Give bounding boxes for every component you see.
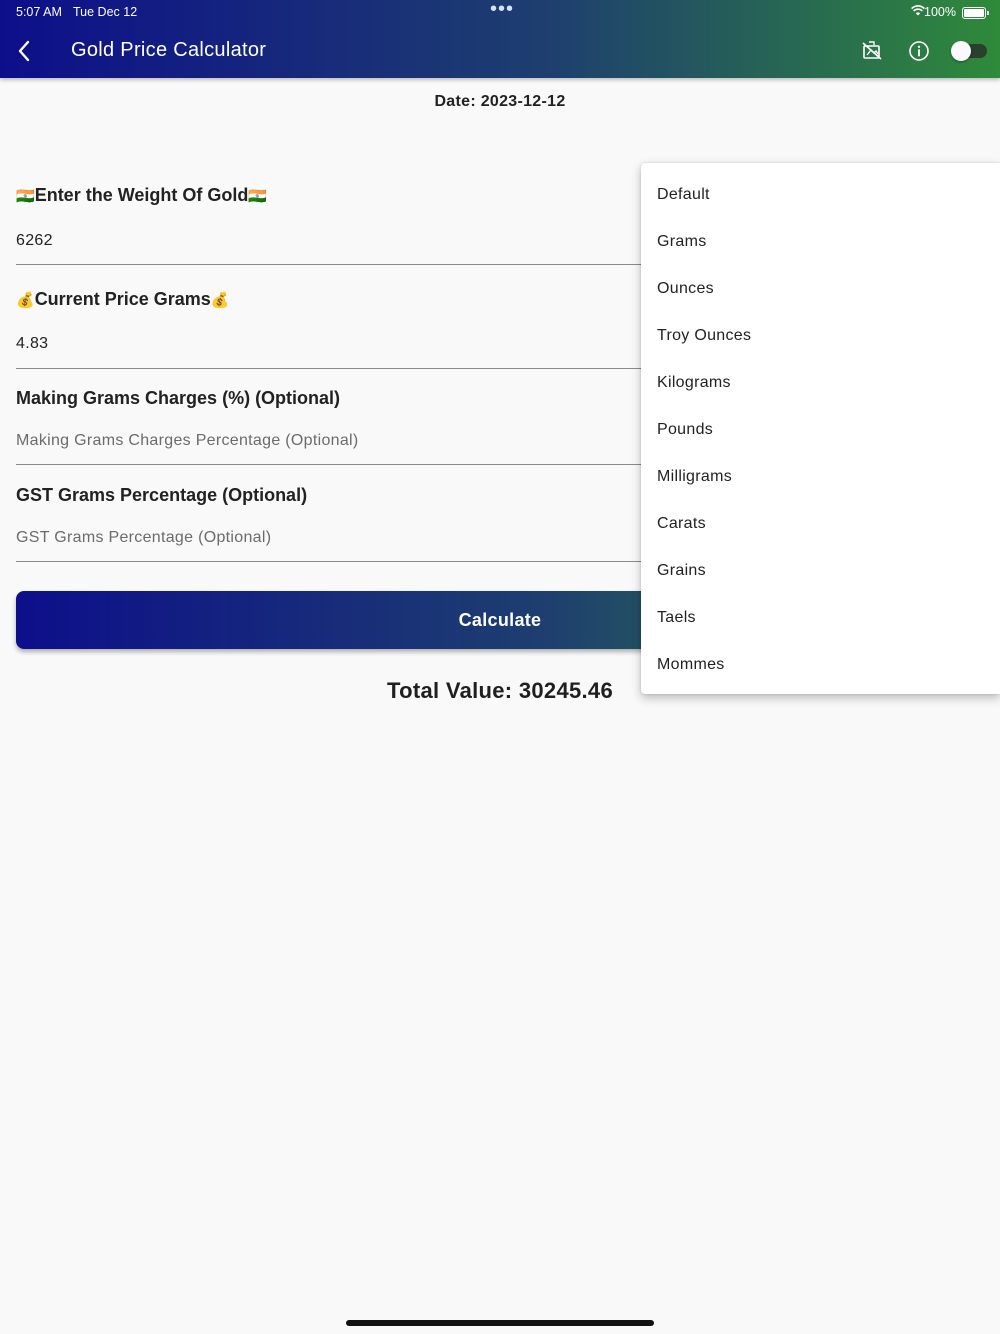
multitasking-dots-icon[interactable]: ••• [490,0,515,20]
india-flag-icon: 🇮🇳 [16,187,35,205]
wifi-icon [911,5,925,19]
share-image-icon [861,41,883,61]
battery-icon [962,7,986,19]
weight-input[interactable]: 6262 [16,232,53,249]
calculate-button[interactable]: Calculate [16,591,984,649]
unit-option-kilograms[interactable]: Kilograms [657,373,731,391]
price-input[interactable]: 4.83 [16,335,49,352]
making-charges-input[interactable]: Making Grams Charges Percentage (Optional) [16,432,359,449]
theme-toggle[interactable] [951,41,987,61]
price-underline [16,368,641,369]
making-charges-label-text: Making Grams Charges (%) (Optional) [16,388,341,408]
home-indicator[interactable] [346,1320,654,1326]
unit-option-pounds[interactable]: Pounds [657,420,714,438]
unit-option-ounces[interactable]: Ounces [657,279,714,297]
unit-dropdown-menu [641,163,1000,694]
status-time: 5:07 AM [16,5,62,19]
unit-option-grams[interactable]: Grams [657,232,707,250]
app-bar [0,0,1000,78]
unit-option-mommes[interactable]: Mommes [657,655,725,673]
status-bar [16,0,988,22]
unit-option-troy-ounces[interactable]: Troy Ounces [657,326,752,344]
page-title: Gold Price Calculator [71,39,267,61]
unit-option-taels[interactable]: Taels [657,608,696,626]
unit-option-grains[interactable]: Grains [657,561,706,579]
battery-percent: 100% [924,5,956,19]
price-label-text: Current Price Grams [34,289,211,309]
making-charges-label [16,388,340,409]
weight-label-text: Enter the Weight Of Gold [34,185,249,205]
status-date: Tue Dec 12 [73,5,138,19]
date-label: Date: 2023-12-12 [434,93,566,110]
india-flag-icon: 🇮🇳 [248,187,268,205]
toggle-thumb [951,41,971,61]
gst-input[interactable]: GST Grams Percentage (Optional) [16,529,272,546]
info-icon [908,40,930,62]
price-label [16,289,229,310]
back-arrow-icon [17,40,31,62]
money-bag-icon: 💰 [210,291,230,309]
total-value: Total Value: 30245.46 [386,678,613,703]
gst-label [16,485,307,506]
weight-underline [16,264,641,265]
share-image-button[interactable] [859,38,885,64]
gst-underline [16,561,641,562]
info-button[interactable] [906,38,932,64]
unit-option-default[interactable]: Default [657,185,710,203]
unit-option-carats[interactable]: Carats [657,514,706,532]
making-charges-underline [16,464,641,465]
weight-label [16,185,267,206]
back-button[interactable] [10,36,38,66]
unit-option-milligrams[interactable]: Milligrams [657,467,732,485]
gst-label-text: GST Grams Percentage (Optional) [16,485,308,505]
money-bag-icon: 💰 [16,291,35,309]
